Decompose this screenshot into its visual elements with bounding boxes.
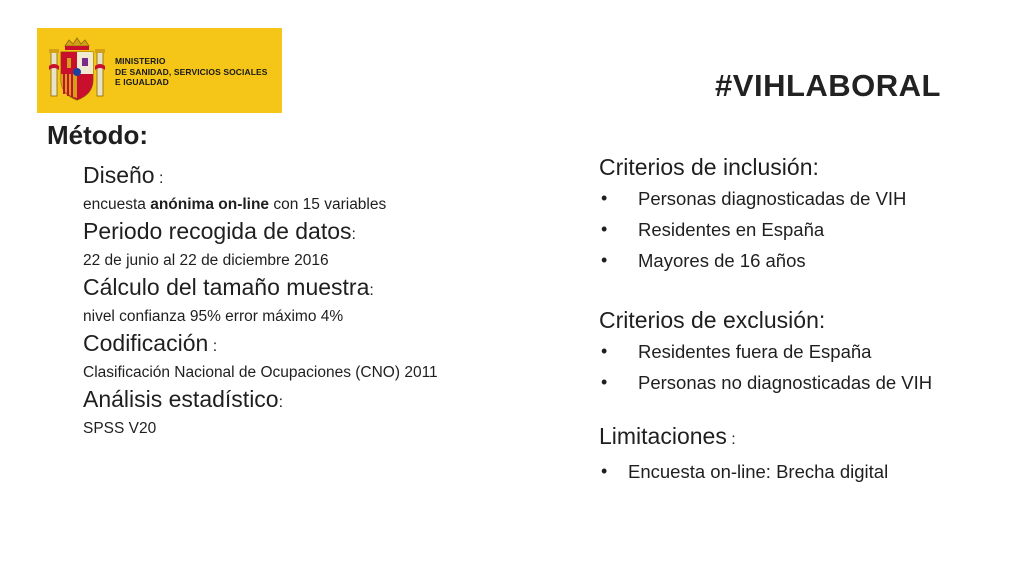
section-label: Criterios de exclusión [599, 307, 819, 333]
ministry-name-line1: MINISTERIO [115, 56, 166, 66]
detail-text: encuesta [83, 196, 151, 213]
method-item-period [83, 216, 543, 250]
method-colon: : [208, 338, 218, 355]
list-item: • Residentes en España [599, 214, 1009, 245]
method-colon: : [351, 226, 356, 243]
criteria-column [599, 151, 1009, 487]
ministry-logo [37, 28, 282, 113]
method-colon: : [369, 282, 374, 299]
method-detail-sample: nivel confianza 95% error máximo 4% [83, 308, 344, 325]
inclusion-title [599, 151, 1009, 183]
list-item: • Personas diagnosticadas de VIH [599, 183, 1009, 214]
method-colon: : [154, 170, 164, 187]
ministry-name-line3: E IGUALDAD [115, 77, 169, 87]
method-detail-design [83, 194, 543, 216]
hashtag-title: #VIHLABORAL [715, 68, 941, 103]
list-item: • Personas no diagnosticadas de VIH [599, 367, 1009, 398]
method-label: Periodo recogida de datos [83, 218, 352, 244]
exclusion-list [599, 336, 1009, 398]
spain-coat-of-arms-icon [47, 36, 107, 106]
list-item: • Encuesta on-line: Brecha digital [599, 456, 1009, 487]
ministry-name-line2: DE SANIDAD, SERVICIOS SOCIALES [115, 66, 268, 77]
method-item-design [83, 160, 543, 194]
detail-bold-text: anónima on-line [150, 196, 270, 213]
method-detail-period: 22 de junio al 22 de diciembre 2016 [83, 252, 329, 269]
section-colon: : [812, 154, 819, 180]
method-title: Método: [47, 120, 149, 150]
section-label: Criterios de inclusión [599, 154, 813, 180]
method-label: Análisis estadístico [83, 386, 279, 412]
method-label: Diseño [83, 162, 155, 188]
method-item-coding [83, 328, 543, 362]
method-item-sample [83, 272, 543, 306]
inclusion-list [599, 183, 1009, 276]
method-label: Cálculo del tamaño muestra [83, 274, 370, 300]
section-colon: : [726, 431, 736, 448]
method-detail-analysis: SPSS V20 [83, 420, 157, 437]
method-item-analysis [83, 384, 543, 418]
limitations-list [599, 456, 1009, 487]
method-list [83, 160, 543, 440]
method-colon: : [278, 394, 284, 411]
limitations-title [599, 420, 1009, 456]
method-label: Codificación [83, 330, 209, 356]
list-item: • Mayores de 16 años [599, 245, 1009, 276]
exclusion-title [599, 304, 1009, 336]
ministry-name [115, 56, 268, 88]
section-label: Limitaciones [599, 423, 727, 449]
method-detail-coding: Clasificación Nacional de Ocupaciones (CNO) 2011 [83, 364, 438, 381]
section-colon: : [818, 307, 826, 333]
list-item: • Residentes fuera de España [599, 336, 1009, 367]
detail-text: con 15 variables [269, 196, 387, 213]
